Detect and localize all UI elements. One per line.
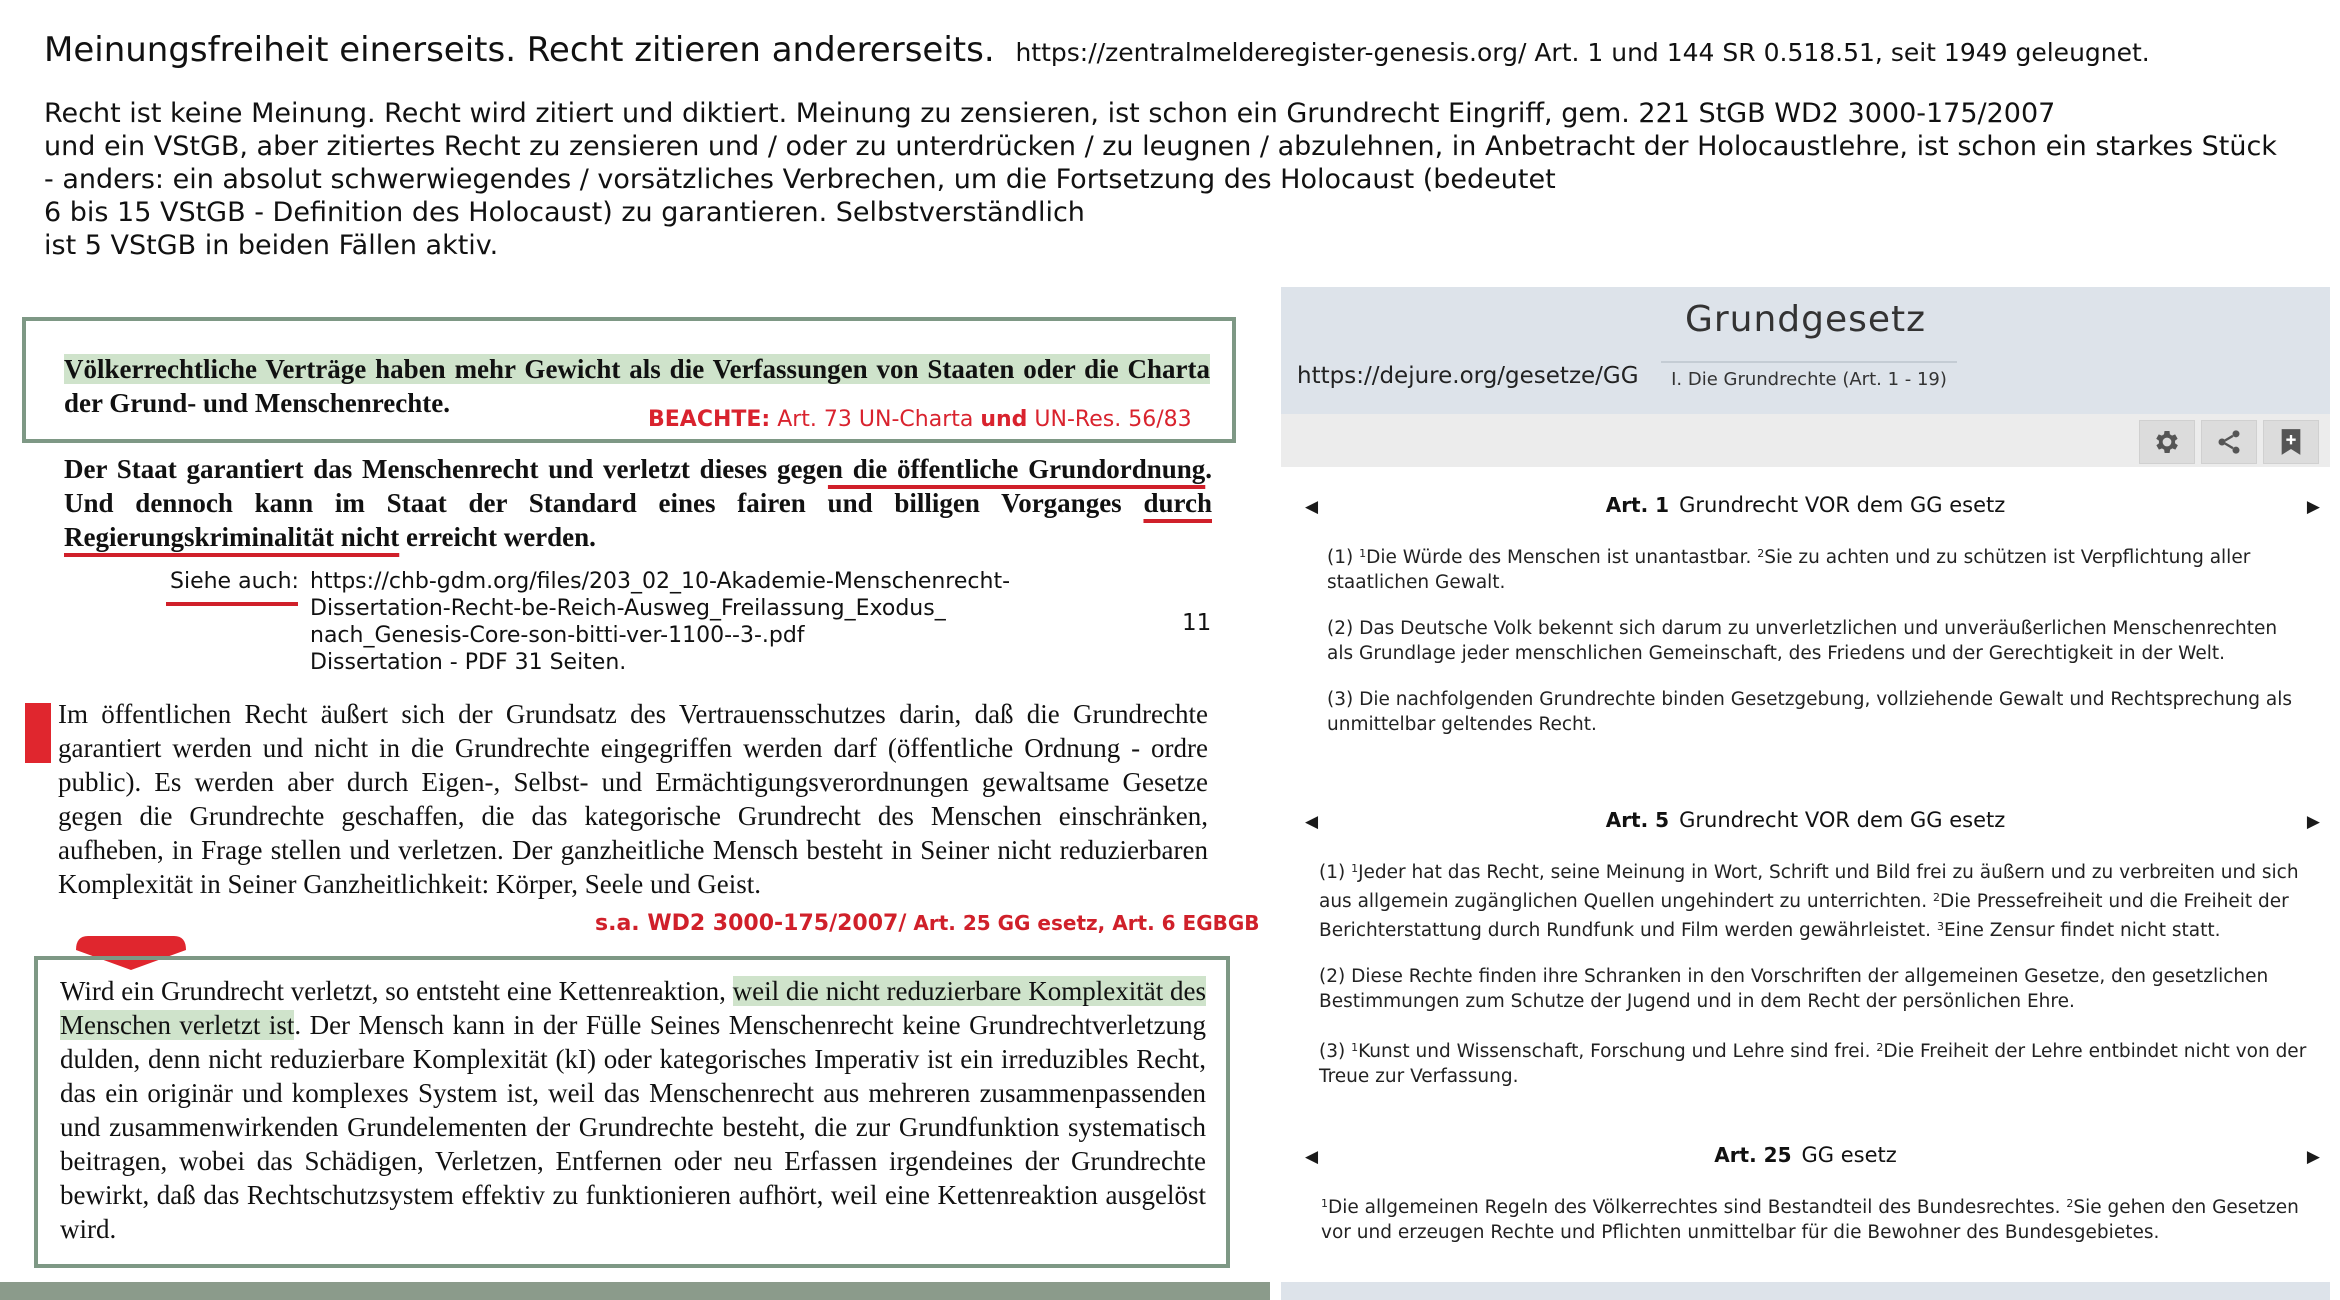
siehe-underline bbox=[166, 602, 298, 606]
grundsatz-paragraph: Im öffentlichen Recht äußert sich der Grundsatz des Vertrauensschutzes darin, daß die Grundrechte garantiert werden und nicht in die Grundrechte eingegriffen werden darf (öffentliche Ordnung - ordre public). Es werden aber durch Eigen-, Selbst- und Ermächtigungsverordnungen gewaltsame Gesetze gegen die Grundrechte geschaffen, die das kategorische Grundrecht des Menschen einschränken, aufheben, in Frage stellen und verletzen. Der ganzheitliche Mensch besteht in Seiner nicht reduzierbaren Komplexität in Seiner Ganzheitlichkeit: Körper, Seele und Geist. bbox=[58, 699, 1208, 899]
article-number: Art. 5 bbox=[1605, 808, 1670, 832]
next-article-icon[interactable]: ▶ bbox=[2306, 1147, 2320, 1167]
paragraph-text: (2) Das Deutsche Volk bekennt sich darum zu unverletzlichen und unveräußerlichen Menschenrechten als Grundlage jeder menschlichen Gemeinschaft, des Friedens und der Gerechtigkeit in der Welt. bbox=[1327, 618, 2278, 664]
gear-icon bbox=[2152, 427, 2182, 457]
beachte-ref-b: UN-Res. 56/83 bbox=[1027, 407, 1192, 432]
staat-part: . Und dennoch kann im Staat der Standard eines fairen und billigen Vorganges bbox=[64, 454, 1213, 518]
beachte-ref-a: Art. 73 UN-Charta bbox=[770, 407, 981, 432]
gg-title: Grundgesetz bbox=[1684, 299, 1927, 340]
article-number: Art. 25 bbox=[1714, 1143, 1792, 1167]
paragraph-text: (1) bbox=[1319, 862, 1352, 883]
settings-button[interactable] bbox=[2139, 420, 2195, 464]
share-icon bbox=[2215, 428, 2243, 456]
prev-article-icon[interactable]: ◀ bbox=[1305, 497, 1319, 517]
paragraph-text: (2) Diese Rechte finden ihre Schranken in den Vorschriften der allgemeinen Gesetze, den gesetzlichen Bestimmungen zum Schutze der Jugend und in dem Recht der persönlichen Ehre. bbox=[1319, 966, 2269, 1012]
paragraph-text: Die Würde des Menschen ist unantastbar. bbox=[1366, 547, 1758, 568]
siehe-line: Dissertation - PDF 31 Seiten. bbox=[310, 650, 627, 675]
sentence-number: 1 bbox=[1351, 862, 1359, 875]
treaty-highlight: Völkerrechtliche Verträge haben mehr Gewicht als die Verfassungen von Staaten oder die Charta bbox=[64, 354, 1210, 384]
sa-ref-a: s.a. WD2 3000-175/2007/ bbox=[595, 911, 907, 936]
siehe-line: https://chb-gdm.org/files/203_02_10-Akademie-Menschenrecht- bbox=[310, 569, 1011, 594]
article-number: Art. 1 bbox=[1605, 493, 1670, 517]
gg-toolbar bbox=[1281, 414, 2330, 467]
beachte-und: und bbox=[980, 407, 1028, 432]
article-5 bbox=[1281, 808, 2330, 1110]
title-reference: https://zentralmelderegister-genesis.org/ Art. 1 und 144 SR 0.518.51, seit 1949 geleugnet. bbox=[1015, 38, 2150, 67]
staat-paragraph bbox=[64, 452, 1212, 554]
kettenreaktion-rest: . Der Mensch kann in der Fülle Seines Menschenrecht keine Grundrechtverletzung dulden, denn nicht reduzierbare Komplexität (kI) oder kategorisches Imperativ ist ein irreduzibles Recht, das ein originär und komplexes System ist, weil das Menschenrecht aus mehreren zusammenpassenden und zusammenwirkenden Grundelementen der Grundrechte besteht, die zur Grundfunktion systematisch beitragen, wobei das Schädigen, Verletzen, Entfernen oder neu Erfassen irgendeines der Grundrechte bewirkt, daß das Rechtschutzsystem effektiv zu funktionieren aufhört, weil eine Kettenreaktion ausgelöst wird. bbox=[60, 1010, 1206, 1244]
intro-paragraph bbox=[44, 97, 2304, 262]
treaty-box bbox=[22, 317, 1236, 443]
siehe-link[interactable] bbox=[310, 568, 1010, 676]
siehe-line: nach_Genesis-Core-son-bitti-ver-1100--3-.pdf bbox=[310, 623, 805, 648]
paragraph-text: Eine Zensur findet nicht statt. bbox=[1943, 920, 2221, 941]
page-number: 11 bbox=[1182, 610, 1212, 636]
article-title bbox=[1281, 1143, 2330, 1167]
paragraph-text: Die Pressefreiheit und die Freiheit der Berichterstattung durch Rundfunk und Film werden gewährleistet. bbox=[1319, 891, 2289, 941]
treaty-rest: der Grund- und Menschenrechte. bbox=[64, 388, 451, 418]
sa-reference bbox=[595, 911, 1260, 936]
sentence-number: 2 bbox=[2066, 1197, 2074, 1210]
intro-line: - anders: ein absolut schwerwiegendes / vorsätzliches Verbrechen, um die Fortsetzung des Holocaust (bedeutet bbox=[44, 164, 1556, 195]
siehe-line: Dissertation-Recht-be-Reich-Ausweg_Freilassung_Exodus_ bbox=[310, 596, 946, 621]
article-header bbox=[1281, 493, 2330, 529]
paragraph-text: Sie gehen den Gesetzen vor und erzeugen Rechte und Pflichten unmittelbar für die Bewohner des Bundesgebietes. bbox=[1321, 1197, 2299, 1243]
sentence-number: 1 bbox=[1359, 547, 1367, 560]
gg-bottom-bar bbox=[1281, 1282, 2330, 1300]
article-paragraph bbox=[1321, 1191, 2308, 1245]
next-article-icon[interactable]: ▶ bbox=[2306, 497, 2320, 517]
article-paragraph bbox=[1327, 541, 2308, 595]
kettenreaktion-highlight: weil die nicht reduzierbare Komplexität des Menschen verletzt ist bbox=[60, 976, 1206, 1040]
kettenreaktion-box bbox=[34, 956, 1230, 1268]
header bbox=[44, 28, 2304, 262]
intro-line: ist 5 VStGB in beiden Fällen aktiv. bbox=[44, 230, 499, 261]
article-paragraph bbox=[1319, 1035, 2308, 1089]
sentence-number: 3 bbox=[1936, 920, 1944, 933]
paragraph-text: Sie zu achten und zu schützen ist Verpflichtung aller staatlichen Gewalt. bbox=[1327, 547, 2251, 593]
sentence-number: 2 bbox=[1933, 891, 1941, 904]
next-article-icon[interactable]: ▶ bbox=[2306, 812, 2320, 832]
article-heading: GG esetz bbox=[1801, 1143, 1897, 1167]
main-title bbox=[44, 28, 2304, 75]
article-1 bbox=[1281, 493, 2330, 758]
sa-ref-b: Art. 25 GG esetz, Art. 6 EGBGB bbox=[906, 911, 1260, 935]
beachte-note bbox=[648, 407, 1192, 432]
intro-line: und ein VStGB, aber zitiertes Recht zu zensieren und / oder zu unterdrücken / zu leugnen / abzulehnen, in Anbetracht der Holocaustlehre, ist schon ein starkes Stück bbox=[44, 131, 2277, 162]
sentence-number: 1 bbox=[1351, 1041, 1359, 1054]
intro-line: Recht ist keine Meinung. Recht wird zitiert und diktiert. Meinung zu zensieren, ist schon ein Grundrecht Eingriff, gem. 221 StGB WD2 3000-175/2007 bbox=[44, 98, 2056, 129]
staat-underlined: n die öffentliche Grundordnung bbox=[827, 454, 1206, 484]
article-paragraph bbox=[1319, 964, 2308, 1014]
red-margin-marker bbox=[25, 703, 51, 763]
kettenreaktion-paragraph bbox=[60, 974, 1206, 1246]
article-body bbox=[1281, 844, 2330, 1089]
staat-part: erreicht werden. bbox=[399, 522, 596, 552]
article-heading: Grundrecht VOR dem GG esetz bbox=[1679, 493, 2006, 517]
gg-section-subtitle: I. Die Grundrechte (Art. 1 - 19) bbox=[1661, 361, 1957, 390]
sentence-number: 1 bbox=[1321, 1197, 1328, 1210]
article-paragraph bbox=[1319, 856, 2308, 943]
bottom-strip bbox=[0, 1282, 1270, 1300]
paragraph-text: Jeder hat das Recht, seine Meinung in Wort, Schrift und Bild frei zu äußern und zu verbreiten und sich aus allgemein zugänglichen Quellen ungehindert zu unterrichten. bbox=[1319, 862, 2299, 912]
staat-part: Der Staat garantiert das Menschenrecht und verletzt dieses gege bbox=[64, 454, 828, 484]
paragraph-text: Die allgemeinen Regeln des Völkerrechtes sind Bestandteil des Bundesrechtes. bbox=[1328, 1197, 2067, 1218]
paragraph-text: (3) bbox=[1319, 1041, 1352, 1062]
article-paragraph bbox=[1327, 687, 2308, 737]
bookmark-button[interactable] bbox=[2263, 420, 2319, 464]
staat-underlined: durch Regierungskriminalität nicht bbox=[64, 488, 1212, 552]
article-heading: Grundrecht VOR dem GG esetz bbox=[1679, 808, 2006, 832]
prev-article-icon[interactable]: ◀ bbox=[1305, 1147, 1319, 1167]
paragraph-text: Die Freiheit der Lehre entbindet nicht von der Treue zur Verfassung. bbox=[1319, 1041, 2307, 1087]
title-text: Meinungsfreiheit einerseits. Recht zitieren andererseits. bbox=[44, 30, 995, 70]
bookmark-add-icon bbox=[2279, 428, 2303, 456]
article-title bbox=[1281, 493, 2330, 517]
article-25 bbox=[1281, 1143, 2330, 1266]
paragraph-text: (1) bbox=[1327, 547, 1360, 568]
gg-header bbox=[1281, 287, 2330, 414]
article-body bbox=[1281, 1179, 2330, 1245]
sentence-number: 2 bbox=[1876, 1041, 1884, 1054]
article-paragraph bbox=[1327, 616, 2308, 666]
grundgesetz-panel bbox=[1281, 287, 2330, 1300]
article-header bbox=[1281, 808, 2330, 844]
gg-url[interactable]: https://dejure.org/gesetze/GG bbox=[1297, 363, 1639, 389]
prev-article-icon[interactable]: ◀ bbox=[1305, 812, 1319, 832]
article-header bbox=[1281, 1143, 2330, 1179]
article-body bbox=[1281, 529, 2330, 737]
paragraph-text: (3) Die nachfolgenden Grundrechte binden Gesetzgebung, vollziehende Gewalt und Rechtsprechung als unmittelbar geltendes Recht. bbox=[1327, 689, 2292, 735]
sentence-number: 2 bbox=[1757, 547, 1765, 560]
beachte-label: BEACHTE: bbox=[648, 407, 771, 432]
siehe-label: Siehe auch: bbox=[170, 569, 299, 594]
share-button[interactable] bbox=[2201, 420, 2257, 464]
paragraph-text: Kunst und Wissenschaft, Forschung und Lehre sind frei. bbox=[1358, 1041, 1877, 1062]
intro-line: 6 bis 15 VStGB - Definition des Holocaust) zu garantieren. Selbstverständlich bbox=[44, 197, 1085, 228]
article-title bbox=[1281, 808, 2330, 832]
kettenreaktion-lead: Wird ein Grundrecht verletzt, so entsteht eine Kettenreaktion, bbox=[60, 976, 733, 1006]
